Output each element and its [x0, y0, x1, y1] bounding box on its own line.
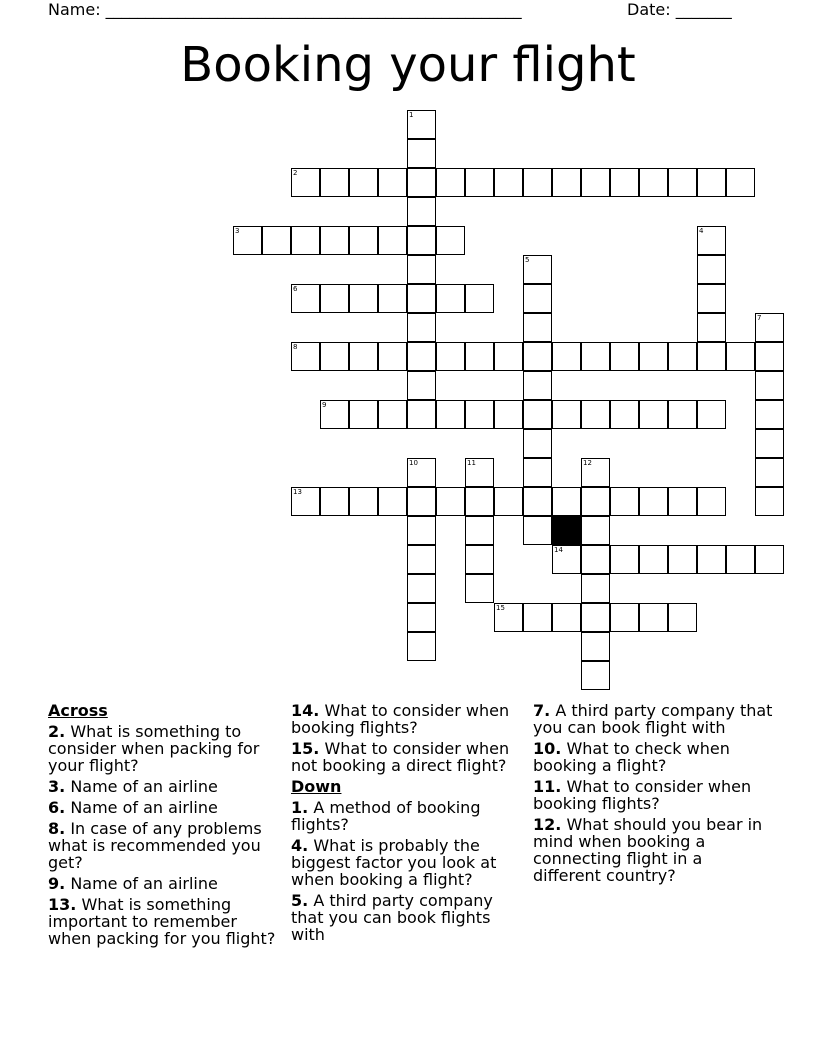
- grid-cell[interactable]: [581, 400, 610, 429]
- clue-number: 9: [322, 401, 327, 409]
- grid-cell[interactable]: [697, 545, 726, 574]
- grid-cell[interactable]: [320, 342, 349, 371]
- grid-cell[interactable]: [639, 400, 668, 429]
- grid-cell[interactable]: [697, 255, 726, 284]
- grid-cell[interactable]: [407, 313, 436, 342]
- grid-cell[interactable]: [320, 226, 349, 255]
- across-heading: Across: [48, 701, 108, 720]
- grid-cell[interactable]: [407, 516, 436, 545]
- grid-cell[interactable]: [407, 487, 436, 516]
- grid-cell[interactable]: [552, 603, 581, 632]
- grid-cell[interactable]: [755, 458, 784, 487]
- clue-down-4: 4. What is probably the biggest factor you look at when booking a flight?: [291, 836, 497, 889]
- grid-cell[interactable]: [436, 487, 465, 516]
- grid-cell[interactable]: [581, 342, 610, 371]
- grid-cell[interactable]: [755, 313, 784, 342]
- grid-cell[interactable]: [523, 487, 552, 516]
- clue-number: 6: [293, 285, 298, 293]
- grid-cell[interactable]: [755, 371, 784, 400]
- grid-cell[interactable]: [407, 139, 436, 168]
- grid-cell[interactable]: [291, 487, 320, 516]
- grid-cell[interactable]: [349, 168, 378, 197]
- grid-cell[interactable]: [581, 168, 610, 197]
- grid-cell[interactable]: [291, 226, 320, 255]
- down-heading: Down: [291, 777, 342, 796]
- grid-cell[interactable]: [494, 168, 523, 197]
- clue-down-10: 10. What to check when booking a flight?: [533, 739, 730, 775]
- grid-cell[interactable]: [581, 632, 610, 661]
- clue-down-1: 1. A method of booking flights?: [291, 798, 481, 834]
- grid-cell[interactable]: [465, 545, 494, 574]
- grid-cell[interactable]: [639, 168, 668, 197]
- grid-cell[interactable]: [581, 545, 610, 574]
- grid-cell[interactable]: [523, 458, 552, 487]
- grid-cell[interactable]: [523, 284, 552, 313]
- grid-cell[interactable]: [378, 226, 407, 255]
- grid-black-cell: [552, 516, 581, 545]
- grid-cell[interactable]: [320, 487, 349, 516]
- grid-cell[interactable]: [639, 487, 668, 516]
- grid-cell[interactable]: [552, 487, 581, 516]
- grid-cell[interactable]: [465, 342, 494, 371]
- clue-column-3: [533, 702, 773, 888]
- grid-cell[interactable]: [581, 458, 610, 487]
- grid-cell[interactable]: [581, 574, 610, 603]
- grid-cell[interactable]: [523, 400, 552, 429]
- grid-cell[interactable]: [726, 342, 755, 371]
- name-field-label: Name: ____________________________________________________: [48, 0, 522, 19]
- grid-cell[interactable]: [320, 168, 349, 197]
- clue-number: 1: [409, 111, 414, 119]
- grid-cell[interactable]: [320, 400, 349, 429]
- grid-cell[interactable]: [610, 603, 639, 632]
- clue-across-13: 13. What is something important to remember when packing for you flight?: [48, 895, 276, 948]
- grid-cell[interactable]: [755, 487, 784, 516]
- grid-cell[interactable]: [755, 545, 784, 574]
- clue-across-9: 9. Name of an airline: [48, 874, 218, 893]
- grid-cell[interactable]: [465, 574, 494, 603]
- grid-cell[interactable]: [697, 313, 726, 342]
- grid-cell[interactable]: [697, 226, 726, 255]
- grid-cell[interactable]: [465, 400, 494, 429]
- grid-cell[interactable]: [436, 342, 465, 371]
- grid-cell[interactable]: [581, 603, 610, 632]
- grid-cell[interactable]: [349, 487, 378, 516]
- clue-across-3: 3. Name of an airline: [48, 777, 218, 796]
- clue-number: 11: [467, 459, 476, 467]
- clue-number: 7: [757, 314, 762, 322]
- clue-number: 13: [293, 488, 302, 496]
- grid-cell[interactable]: [407, 632, 436, 661]
- grid-cell[interactable]: [697, 487, 726, 516]
- grid-cell[interactable]: [581, 516, 610, 545]
- grid-cell[interactable]: [639, 545, 668, 574]
- grid-cell[interactable]: [465, 487, 494, 516]
- grid-cell[interactable]: [407, 255, 436, 284]
- grid-cell[interactable]: [610, 487, 639, 516]
- grid-cell[interactable]: [378, 400, 407, 429]
- grid-cell[interactable]: [581, 487, 610, 516]
- grid-cell[interactable]: [552, 545, 581, 574]
- grid-cell[interactable]: [407, 226, 436, 255]
- grid-cell[interactable]: [639, 342, 668, 371]
- grid-cell[interactable]: [610, 168, 639, 197]
- grid-cell[interactable]: [494, 603, 523, 632]
- clue-number: 4: [699, 227, 704, 235]
- grid-cell[interactable]: [755, 342, 784, 371]
- grid-cell[interactable]: [523, 603, 552, 632]
- clue-column-2: [291, 702, 521, 947]
- grid-cell[interactable]: [523, 371, 552, 400]
- grid-cell[interactable]: [407, 342, 436, 371]
- grid-cell[interactable]: [291, 284, 320, 313]
- grid-cell[interactable]: [407, 371, 436, 400]
- grid-cell[interactable]: [349, 342, 378, 371]
- clue-number: 2: [293, 169, 298, 177]
- grid-cell[interactable]: [668, 545, 697, 574]
- grid-cell[interactable]: [697, 400, 726, 429]
- grid-cell[interactable]: [349, 284, 378, 313]
- grid-cell[interactable]: [494, 342, 523, 371]
- grid-cell[interactable]: [523, 342, 552, 371]
- clue-number: 3: [235, 227, 240, 235]
- grid-cell[interactable]: [407, 545, 436, 574]
- grid-cell[interactable]: [523, 429, 552, 458]
- grid-cell[interactable]: [494, 400, 523, 429]
- clue-across-8: 8. In case of any problems what is recommended you get?: [48, 819, 262, 872]
- grid-cell[interactable]: [639, 603, 668, 632]
- grid-cell[interactable]: [320, 284, 349, 313]
- clue-number: 5: [525, 256, 530, 264]
- grid-cell[interactable]: [407, 110, 436, 139]
- clue-down-7: 7. A third party company that you can book flight with: [533, 701, 773, 737]
- grid-cell[interactable]: [465, 168, 494, 197]
- grid-cell[interactable]: [697, 342, 726, 371]
- grid-cell[interactable]: [378, 487, 407, 516]
- grid-cell[interactable]: [523, 168, 552, 197]
- grid-cell[interactable]: [726, 168, 755, 197]
- grid-cell[interactable]: [668, 342, 697, 371]
- grid-cell[interactable]: [610, 400, 639, 429]
- grid-cell[interactable]: [465, 284, 494, 313]
- clue-number: 14: [554, 546, 563, 554]
- grid-cell[interactable]: [668, 168, 697, 197]
- grid-cell[interactable]: [552, 400, 581, 429]
- grid-cell[interactable]: [407, 197, 436, 226]
- grid-cell[interactable]: [436, 226, 465, 255]
- grid-cell[interactable]: [552, 342, 581, 371]
- grid-cell[interactable]: [610, 342, 639, 371]
- grid-cell[interactable]: [407, 400, 436, 429]
- clue-down-12: 12. What should you bear in mind when booking a connecting flight in a different country?: [533, 815, 763, 885]
- clue-across-15: 15. What to consider when not booking a direct flight?: [291, 739, 510, 775]
- clue-number: 10: [409, 459, 418, 467]
- grid-cell[interactable]: [523, 255, 552, 284]
- grid-cell[interactable]: [233, 226, 262, 255]
- clue-down-5: 5. A third party company that you can book flights with: [291, 891, 493, 944]
- grid-cell[interactable]: [378, 168, 407, 197]
- grid-cell[interactable]: [436, 168, 465, 197]
- grid-cell[interactable]: [465, 458, 494, 487]
- grid-cell[interactable]: [465, 516, 494, 545]
- grid-cell[interactable]: [436, 284, 465, 313]
- grid-cell[interactable]: [523, 313, 552, 342]
- grid-cell[interactable]: [668, 400, 697, 429]
- grid-cell[interactable]: [378, 342, 407, 371]
- grid-cell[interactable]: [407, 574, 436, 603]
- clue-column-1: [48, 702, 280, 951]
- grid-cell[interactable]: [407, 284, 436, 313]
- grid-cell[interactable]: [610, 545, 639, 574]
- grid-cell[interactable]: [349, 226, 378, 255]
- grid-cell[interactable]: [755, 429, 784, 458]
- grid-cell[interactable]: [494, 487, 523, 516]
- clue-number: 8: [293, 343, 298, 351]
- clue-across-2: 2. What is something to consider when packing for your flight?: [48, 722, 260, 775]
- grid-cell[interactable]: [291, 168, 320, 197]
- grid-cell[interactable]: [262, 226, 291, 255]
- grid-cell[interactable]: [436, 400, 465, 429]
- grid-cell[interactable]: [668, 487, 697, 516]
- grid-cell[interactable]: [726, 545, 755, 574]
- grid-cell[interactable]: [697, 168, 726, 197]
- grid-cell[interactable]: [407, 168, 436, 197]
- grid-cell[interactable]: [407, 603, 436, 632]
- clue-down-11: 11. What to consider when booking flights?: [533, 777, 752, 813]
- grid-cell[interactable]: [552, 168, 581, 197]
- clue-across-6: 6. Name of an airline: [48, 798, 218, 817]
- clue-number: 12: [583, 459, 592, 467]
- clue-number: 15: [496, 604, 505, 612]
- grid-cell[interactable]: [378, 284, 407, 313]
- grid-cell[interactable]: [581, 661, 610, 690]
- grid-cell[interactable]: [407, 458, 436, 487]
- grid-cell[interactable]: [523, 516, 552, 545]
- grid-cell[interactable]: [697, 284, 726, 313]
- clue-across-14: 14. What to consider when booking flights?: [291, 701, 510, 737]
- date-field-label: Date: _______: [627, 0, 732, 19]
- grid-cell[interactable]: [755, 400, 784, 429]
- grid-cell[interactable]: [668, 603, 697, 632]
- page-title: Booking your flight: [180, 37, 636, 93]
- grid-cell[interactable]: [349, 400, 378, 429]
- grid-cell[interactable]: [291, 342, 320, 371]
